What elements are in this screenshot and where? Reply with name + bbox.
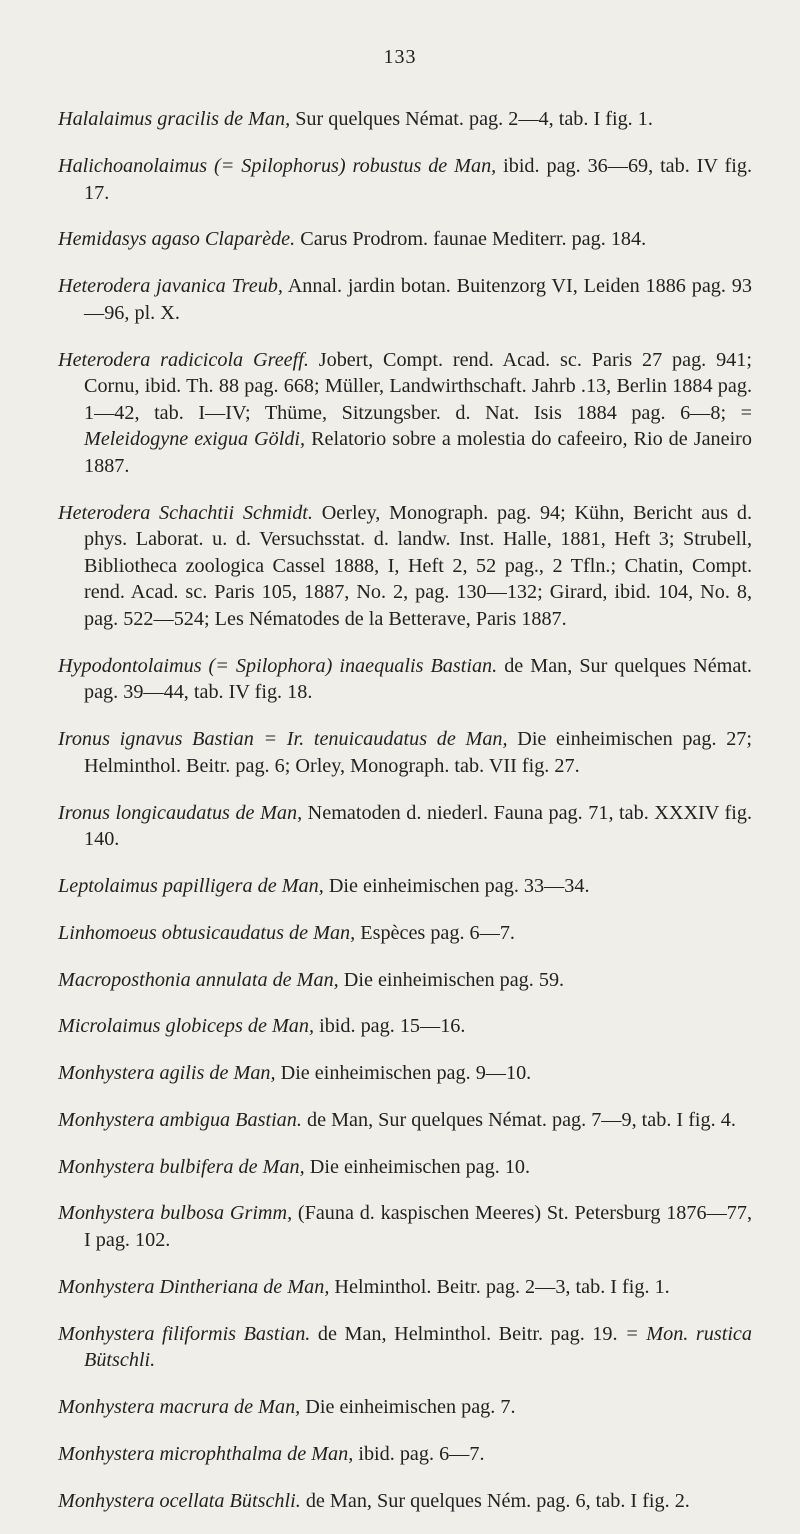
index-entry: [58, 653, 752, 706]
citation: ibid. pag. 36—69, tab. IV fig. 17.: [84, 154, 752, 204]
citation: (Fauna d. kaspischen Meeres) St. Petersburg 1876—77, I pag. 102.: [84, 1202, 752, 1251]
species-name: Monhystera bulbosa Grimm,: [58, 1202, 293, 1225]
index-entry: [58, 226, 752, 253]
index-entry: [58, 500, 752, 633]
species-name: Microlaimus globiceps de Man,: [58, 1015, 315, 1038]
citation: ibid. pag. 6—7.: [353, 1442, 485, 1465]
species-name: Monhystera macrura de Man,: [58, 1395, 301, 1418]
citation: de Man, Sur quelques Némat. pag. 39—44, tab. IV fig. 18.: [84, 654, 752, 704]
index-entry: [58, 1060, 752, 1087]
species-name: Ironus ignavus Bastian = Ir. tenuicaudatus de Man,: [58, 728, 508, 751]
species-name: Monhystera agilis de Man,: [58, 1062, 276, 1085]
index-entry: [58, 1154, 752, 1181]
citation: Oerley, Monograph. pag. 94; Kühn, Bericht aus d. phys. Laborat. u. d. Versuchsstat. d. landw. Inst. Halle, 1881, Heft 3; Strubell, Bibliotheca zoologica Cassel 1888, I, Heft 2, 52 pag., 2 Tfln.; Chatin, Compt. rend. Acad. sc. Paris 105, 1887, No. 2, pag. 130—132; Girard, ibid. 104, No. 8, pag. 522—524; Les Nématodes de la Betterave, Paris 1887.: [84, 501, 752, 631]
citation: Die einheimischen pag. 27; Helminthol. Beitr. pag. 6; Orley, Monograph. tab. VII fig. 27.: [84, 728, 753, 777]
citation: Die einheimischen pag. 7.: [300, 1395, 516, 1418]
index-entry: [58, 1107, 752, 1134]
page-number: 133: [383, 46, 417, 68]
index-entry: [58, 920, 752, 947]
citation: ibid. pag. 15—16.: [314, 1015, 466, 1038]
species-name: Halalaimus gracilis de Man,: [58, 108, 291, 131]
index-entry: [58, 273, 752, 326]
species-name: Monhystera ambigua Bastian.: [58, 1108, 302, 1131]
species-name: Monhystera bulbifera de Man,: [58, 1155, 305, 1178]
index-entry: [58, 1013, 752, 1040]
citation: de Man, Sur quelques Némat. pag. 7—9, tab. I fig. 4.: [301, 1108, 736, 1131]
index-entry: [58, 726, 752, 779]
citation: Jobert, Compt. rend. Acad. sc. Paris 27 pag. 941; Cornu, ibid. Th. 88 pag. 668; Müller, Landwirthschaft. Jahrb .13, Berlin 1884 pag. 1—42, tab. I—IV; Thüme, Sitzungsber. d. Nat. Isis 1884 pag. 6—8; =: [84, 348, 752, 424]
index-entry: [58, 1200, 752, 1253]
index-entry: [58, 800, 752, 853]
index-entry: [58, 873, 752, 900]
species-name: Monhystera ocellata Bütschli.: [58, 1489, 301, 1512]
index-entry: [58, 967, 752, 994]
index-entry: [58, 106, 752, 133]
species-name: Heterodera radicicola Greeff.: [58, 348, 309, 371]
synonym-name: = Mon. rustica Bütschli.: [84, 1322, 752, 1372]
species-name: Linhomoeus obtusicaudatus de Man,: [58, 921, 356, 944]
index-entry: [58, 153, 752, 206]
species-name: Heterodera javanica Treub,: [58, 275, 283, 298]
citation: de Man, Sur quelques Ném. pag. 6, tab. I fig. 2.: [300, 1489, 690, 1512]
species-name: Macroposthonia annulata de Man,: [58, 968, 339, 991]
citation: Helminthol. Beitr. pag. 2—3, tab. I fig. 1.: [329, 1275, 670, 1298]
species-name: Ironus longicaudatus de Man,: [58, 801, 303, 824]
species-name: Leptolaimus papilligera de Man,: [58, 874, 324, 897]
index-entry: [58, 1488, 752, 1515]
index-entry: [58, 1394, 752, 1421]
species-name: Monhystera Dintheriana de Man,: [58, 1275, 330, 1298]
species-name: Monhystera filiformis Bastian.: [58, 1322, 311, 1345]
citation: Die einheimischen pag. 59.: [338, 968, 565, 991]
index-entry: [58, 1274, 752, 1301]
synonym-name: Meleidogyne exigua Göldi,: [84, 428, 306, 451]
citation: Carus Prodrom. faunae Mediterr. pag. 184.: [295, 228, 647, 251]
species-name: Hemidasys agaso Claparède.: [58, 228, 296, 251]
citation: Annal. jardin botan. Buitenzorg VI, Leiden 1886 pag. 93—96, pl. X.: [84, 275, 752, 324]
species-name: Hypodontolaimus (= Spilophora) inaequalis Bastian.: [58, 654, 498, 677]
citation: Espèces pag. 6—7.: [355, 921, 515, 944]
citation: Sur quelques Némat. pag. 2—4, tab. I fig. 1.: [290, 108, 653, 131]
index-entry: [58, 347, 752, 480]
species-name: Heterodera Schachtii Schmidt.: [58, 501, 313, 524]
citation: Nematoden d. niederl. Fauna pag. 71, tab. XXXIV fig. 140.: [84, 801, 752, 851]
index-entry: [58, 1441, 752, 1468]
index-entry: [58, 1321, 752, 1374]
species-name: Halichoanolaimus (= Spilophorus) robustus de Man,: [58, 154, 497, 177]
citation: Relatorio sobre a molestia do cafeeiro, Rio de Janeiro 1887.: [84, 428, 753, 477]
citation: Die einheimischen pag. 10.: [304, 1155, 531, 1178]
citation: de Man, Helminthol. Beitr. pag. 19.: [310, 1322, 626, 1345]
citation: Die einheimischen pag. 33—34.: [323, 874, 590, 897]
citation: Die einheimischen pag. 9—10.: [275, 1062, 532, 1085]
species-name: Monhystera microphthalma de Man,: [58, 1442, 354, 1465]
nematode-index: [58, 86, 752, 1534]
